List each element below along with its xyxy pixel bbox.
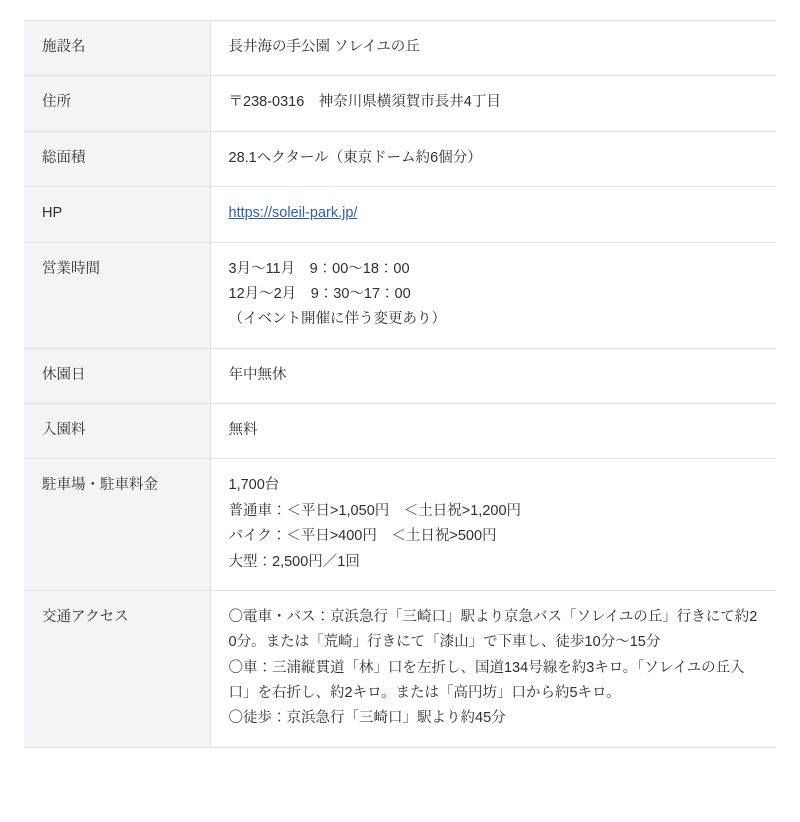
cell-lines bbox=[229, 418, 759, 443]
table-row bbox=[24, 404, 776, 459]
row-label-address: 住所 bbox=[24, 76, 210, 131]
row-value-closed-days bbox=[210, 348, 776, 403]
row-label-admission-fee: 入園料 bbox=[24, 404, 210, 459]
row-label-closed-days: 休園日 bbox=[24, 348, 210, 403]
value-line: 28.1ヘクタール（東京ドーム約6個分） bbox=[228, 149, 482, 166]
row-label-homepage: HP bbox=[24, 187, 210, 242]
row-value-parking bbox=[210, 459, 776, 591]
table-row bbox=[24, 131, 776, 186]
value-line: 普通車：＜平日>1,050円 ＜土日祝>1,200円 bbox=[228, 502, 522, 519]
value-line: 無料 bbox=[228, 422, 258, 438]
table-row bbox=[24, 459, 776, 591]
value-line: 大型：2,500円／1回 bbox=[228, 553, 360, 570]
facility-info-table bbox=[24, 20, 776, 748]
table-row bbox=[24, 348, 776, 403]
row-label-business-hours: 営業時間 bbox=[24, 242, 210, 348]
row-value-admission-fee bbox=[210, 404, 776, 459]
cell-lines bbox=[229, 146, 759, 171]
row-value-total-area bbox=[210, 131, 776, 186]
value-line: 〇車：三浦縦貫道「林」口を左折し、国道134号線を約3キロ。「ソレイユの丘入口」を右折し、約2キロ。または「高円坊」口から約5キロ。 bbox=[228, 659, 745, 701]
value-line: 12月〜2月 9：30〜17：00 bbox=[228, 285, 411, 302]
table-row bbox=[24, 21, 776, 76]
row-label-facility-name: 施設名 bbox=[24, 21, 210, 76]
row-value-facility-name bbox=[210, 21, 776, 76]
cell-lines bbox=[229, 90, 759, 115]
value-line: 〇徒歩：京浜急行「三崎口」駅より約45分 bbox=[228, 710, 506, 727]
value-line: 3月〜11月 9：00〜18：00 bbox=[228, 260, 410, 277]
row-value-business-hours bbox=[210, 242, 776, 348]
table-body bbox=[24, 21, 776, 748]
table-row bbox=[24, 242, 776, 348]
value-line: 〇電車・バス：京浜急行「三崎口」駅より京急バス「ソレイユの丘」行きにて約20分。または「荒崎」行きにて「漆山」で下車し、徒歩10分〜15分 bbox=[228, 608, 758, 651]
row-value-homepage bbox=[210, 187, 776, 242]
value-line: 年中無休 bbox=[228, 366, 287, 383]
table-row bbox=[24, 76, 776, 131]
cell-lines bbox=[229, 605, 759, 732]
value-line: 〒238-0316 神奈川県横須賀市長井4丁目 bbox=[228, 94, 501, 111]
cell-lines bbox=[229, 257, 759, 333]
cell-lines bbox=[229, 473, 759, 575]
row-value-transport-access bbox=[210, 590, 776, 747]
row-label-transport-access: 交通アクセス bbox=[24, 590, 210, 747]
value-line: （イベント開催に伴う変更あり） bbox=[228, 311, 446, 328]
cell-lines bbox=[229, 363, 759, 388]
table-row bbox=[24, 590, 776, 747]
row-label-total-area: 総面積 bbox=[24, 131, 210, 186]
value-line: バイク：＜平日>400円 ＜土日祝>500円 bbox=[228, 528, 497, 545]
row-label-parking: 駐車場・駐車料金 bbox=[24, 459, 210, 591]
table-row bbox=[24, 187, 776, 242]
cell-lines bbox=[229, 201, 759, 226]
cell-lines bbox=[229, 35, 759, 60]
homepage-link[interactable]: https://soleil-park.jp/ bbox=[228, 205, 358, 222]
value-line: 1,700台 bbox=[228, 477, 280, 494]
value-line: 長井海の手公園 ソレイユの丘 bbox=[228, 39, 420, 55]
row-value-address bbox=[210, 76, 776, 131]
